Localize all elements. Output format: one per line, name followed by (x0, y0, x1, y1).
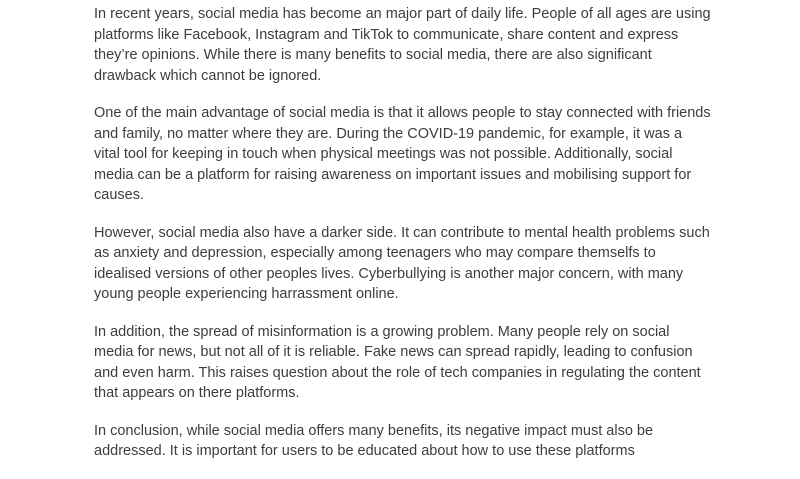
text-line: One of the main advantage of social media is that it allows people to stay connected with friends (94, 105, 711, 121)
text-line: and even harm. This raises question about the role of tech companies in regulating the content (94, 364, 701, 381)
text-line: addressed. It is important for users to be educated about how to use these platforms (94, 443, 635, 459)
text-line: media can be a platform for raising awareness on important issues and mobilising support for (94, 166, 692, 183)
text-line: and family, no matter where they are. During the COVID-19 pandemic, for example, it was a (94, 125, 683, 142)
text-line: they’re opinions. While there is many benefits to social media, there are also significant (94, 47, 652, 63)
text-line: In addition, the spread of misinformation is a growing problem. Many people rely on social (94, 323, 670, 340)
text-line: causes. (94, 187, 144, 203)
paragraph-advantages (94, 103, 734, 206)
paragraph-intro (94, 4, 734, 86)
paragraph-drawbacks (94, 223, 734, 305)
paragraph-conclusion (94, 421, 734, 462)
text-line: young people experiencing harrassment online. (94, 286, 399, 302)
text-line: as anxiety and depression, especially among teenagers who may compare themselfs to (94, 245, 656, 261)
text-line: platforms like Facebook, Instagram and TikTok to communicate, share content and express (94, 26, 679, 43)
document-body (94, 4, 734, 479)
text-line: In recent years, social media has become an major part of daily life. People of all ages are using (94, 6, 711, 22)
text-line: that appears on there platforms. (94, 385, 300, 401)
text-line: vital tool for keeping in touch when physical meetings was not possible. Additionally, social (94, 146, 673, 162)
text-line: drawback which cannot be ignored. (94, 67, 322, 84)
text-line: media for news, but not all of it is reliable. Fake news can spread rapidly, leading to confusion (94, 344, 693, 360)
paragraph-misinformation (94, 322, 734, 404)
text-line: However, social media also have a darker side. It can contribute to mental health problems such (94, 224, 710, 241)
text-line: idealised versions of other peoples lives. Cyberbullying is another major concern, with many (94, 265, 684, 282)
text-line: In conclusion, while social media offers many benefits, its negative impact must also be (94, 422, 654, 439)
